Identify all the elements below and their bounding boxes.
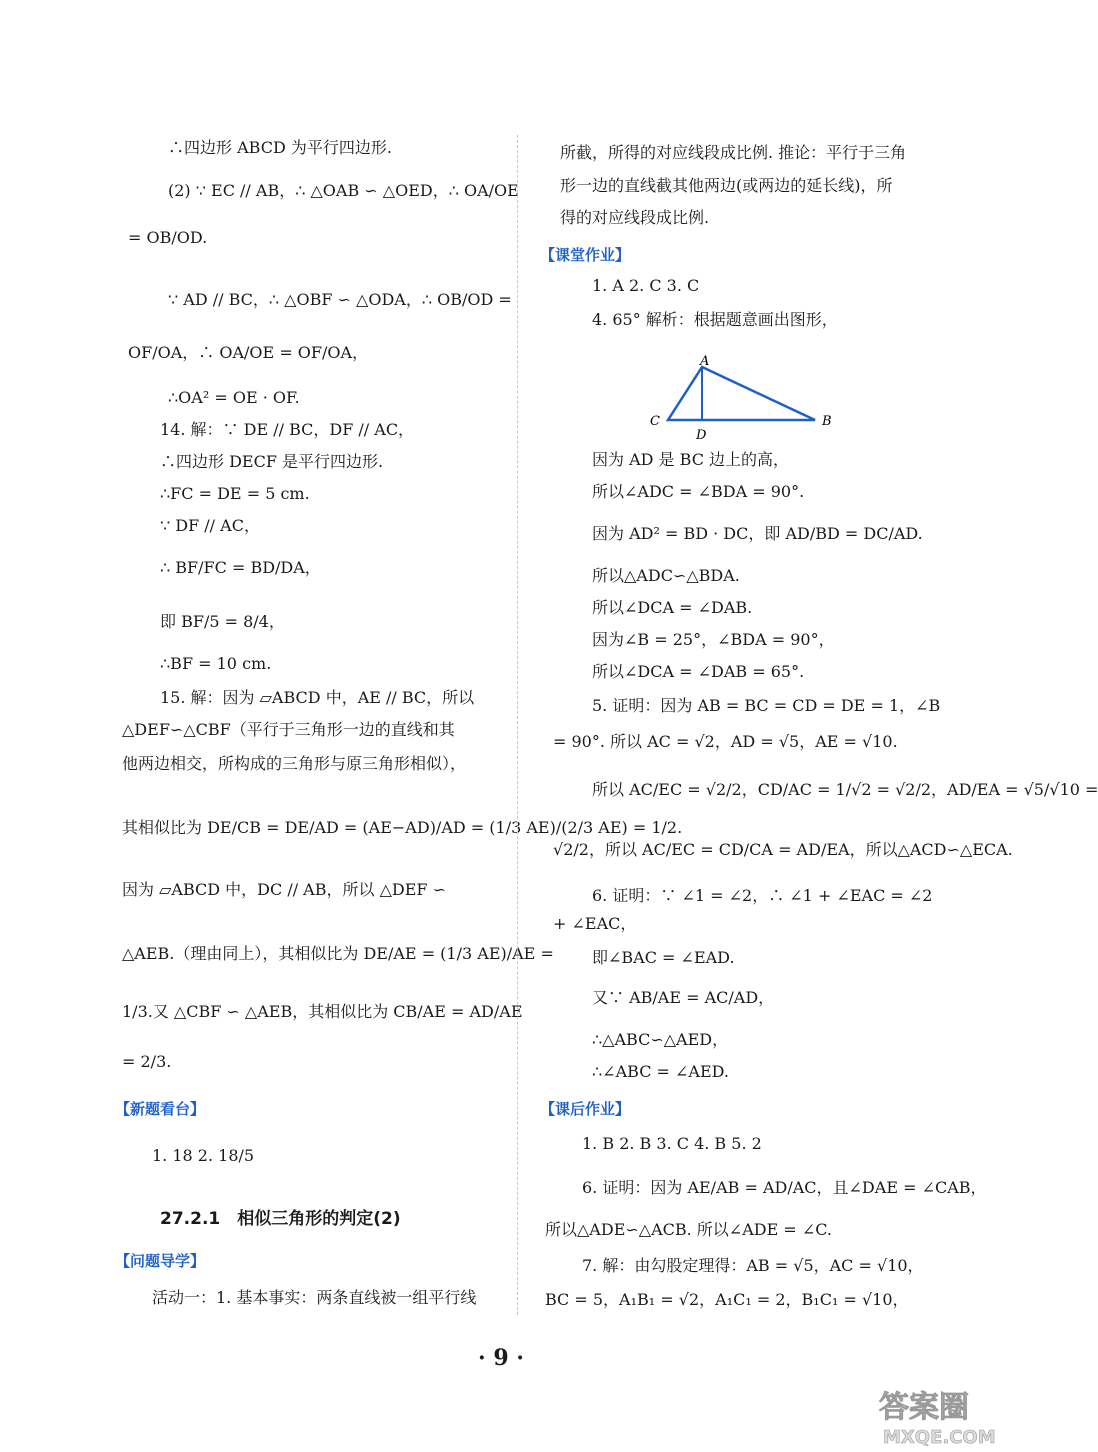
svg-text:MXQE.COM: MXQE.COM	[883, 1427, 996, 1448]
text-line: 即∠BAC = ∠EAD.	[592, 948, 735, 967]
text-line: 所以△ADC∽△BDA.	[592, 566, 740, 585]
text-line: 所以∠DCA = ∠DAB = 65°.	[592, 662, 805, 681]
text-line: 因为 ▱ABCD 中，DC // AB，所以 △DEF ∽	[122, 880, 446, 899]
answer-line: 1. 18 2. 18/5	[152, 1146, 255, 1165]
section-title: 27.2.1 相似三角形的判定(2)	[160, 1209, 401, 1229]
text-line: △DEF∽△CBF（平行于三角形一边的直线和其	[122, 720, 455, 739]
text-line: 所以∠DCA = ∠DAB.	[592, 598, 753, 617]
text-line: △AEB.（理由同上），其相似比为 DE/AE = (1/3 AE)/AE =	[122, 944, 554, 963]
section-header-class: 【课堂作业】	[540, 246, 631, 264]
text-line: 所以∠ADC = ∠BDA = 90°.	[592, 482, 805, 501]
text-line: 因为∠B = 25°，∠BDA = 90°，	[592, 630, 835, 649]
text-line: = 2/3.	[122, 1052, 172, 1071]
text-line: 即 BF/5 = 8/4，	[160, 612, 285, 631]
text-line: ∴四边形 ABCD 为平行四边形.	[168, 138, 392, 157]
text-line: ∵ DF // AC，	[160, 516, 260, 535]
text-line: 形一边的直线截其他两边(或两边的延长线)，所	[560, 176, 893, 195]
watermark-logo	[875, 1385, 996, 1448]
svg-text:答案圈: 答案圈	[879, 1390, 969, 1425]
answer-line: 1. A 2. C 3. C	[592, 276, 700, 295]
text-line: 1/3.又 △CBF ∽ △AEB，其相似比为 CB/AE = AD/AE	[122, 1002, 523, 1021]
text-line: 又∵ AB/AE = AC/AD，	[592, 988, 775, 1007]
text-line: 其相似比为 DE/CB = DE/AD = (AE−AD)/AD = (1/3 AE)/(2/3 AE) = 1/2.	[122, 818, 683, 837]
text-line: 6. 证明：∵ ∠1 = ∠2，∴ ∠1 + ∠EAC = ∠2	[592, 886, 933, 905]
text-line: 6. 证明：因为 AE/AB = AD/AC，且∠DAE = ∠CAB，	[582, 1178, 987, 1197]
text-line: 4. 65° 解析：根据题意画出图形，	[592, 310, 838, 329]
text-line: ∴FC = DE = 5 cm.	[160, 484, 310, 503]
text-line: 得的对应线段成比例.	[560, 208, 710, 227]
text-line: (2) ∵ EC // AB，∴ △OAB ∽ △OED，∴ OA/OE	[168, 181, 519, 200]
text-line: 所截，所得的对应线段成比例. 推论：平行于三角	[560, 143, 907, 162]
answer-line: 1. B 2. B 3. C 4. B 5. 2	[582, 1134, 762, 1153]
text-line: ∴四边形 DECF 是平行四边形.	[160, 452, 384, 471]
text-line: 7. 解：由勾股定理得：AB = √5，AC = √10，	[582, 1256, 924, 1275]
text-line: ∴OA² = OE · OF.	[168, 388, 300, 407]
section-header-guide: 【问题导学】	[115, 1252, 206, 1270]
text-line: BC = 5，A₁B₁ = √2，A₁C₁ = 2，B₁C₁ = √10，	[545, 1290, 909, 1309]
text-line: 所以△ADE∽△ACB. 所以∠ADE = ∠C.	[545, 1220, 833, 1239]
text-line: 因为 AD 是 BC 边上的高，	[592, 450, 790, 469]
text-line: √2/2，所以 AC/EC = CD/CA = AD/EA，所以△ACD∽△ECA.	[553, 840, 1013, 859]
text-line: 他两边相交，所构成的三角形与原三角形相似），	[122, 754, 467, 773]
text-line: 活动一：1. 基本事实：两条直线被一组平行线	[152, 1288, 477, 1307]
text-line: 5. 证明：因为 AB = BC = CD = DE = 1，∠B	[592, 696, 941, 715]
text-line: 15. 解：因为 ▱ABCD 中，AE // BC，所以	[160, 688, 475, 707]
text-line: ∵ AD // BC，∴ △OBF ∽ △ODA，∴ OB/OD =	[168, 290, 512, 309]
text-line: = OB/OD.	[128, 228, 208, 247]
column-divider	[517, 135, 518, 1315]
label-b: B	[822, 414, 832, 429]
text-line: ∴△ABC∽△AED，	[592, 1030, 729, 1049]
text-line: 14. 解：∵ DE // BC，DF // AC，	[160, 420, 415, 439]
text-line: 所以 AC/EC = √2/2，CD/AC = 1/√2 = √2/2，AD/EA = √5/√10 =	[592, 780, 1098, 799]
triangle-diagram	[640, 355, 840, 445]
text-line: + ∠EAC，	[553, 914, 637, 933]
section-header-new: 【新题看台】	[115, 1100, 206, 1118]
label-a: A	[700, 354, 710, 369]
label-d: D	[696, 428, 707, 443]
section-header-after: 【课后作业】	[540, 1100, 631, 1118]
text-line: ∴∠ABC = ∠AED.	[592, 1062, 729, 1081]
page-number: · 9 ·	[478, 1345, 524, 1371]
label-c: C	[650, 414, 660, 429]
text-line: = 90°. 所以 AC = √2，AD = √5，AE = √10.	[553, 732, 898, 751]
text-line: ∴BF = 10 cm.	[160, 654, 272, 673]
text-line: OF/OA，∴ OA/OE = OF/OA，	[128, 343, 369, 362]
text-line: ∴ BF/FC = BD/DA，	[160, 558, 321, 577]
text-line: 因为 AD² = BD · DC，即 AD/BD = DC/AD.	[592, 524, 923, 543]
